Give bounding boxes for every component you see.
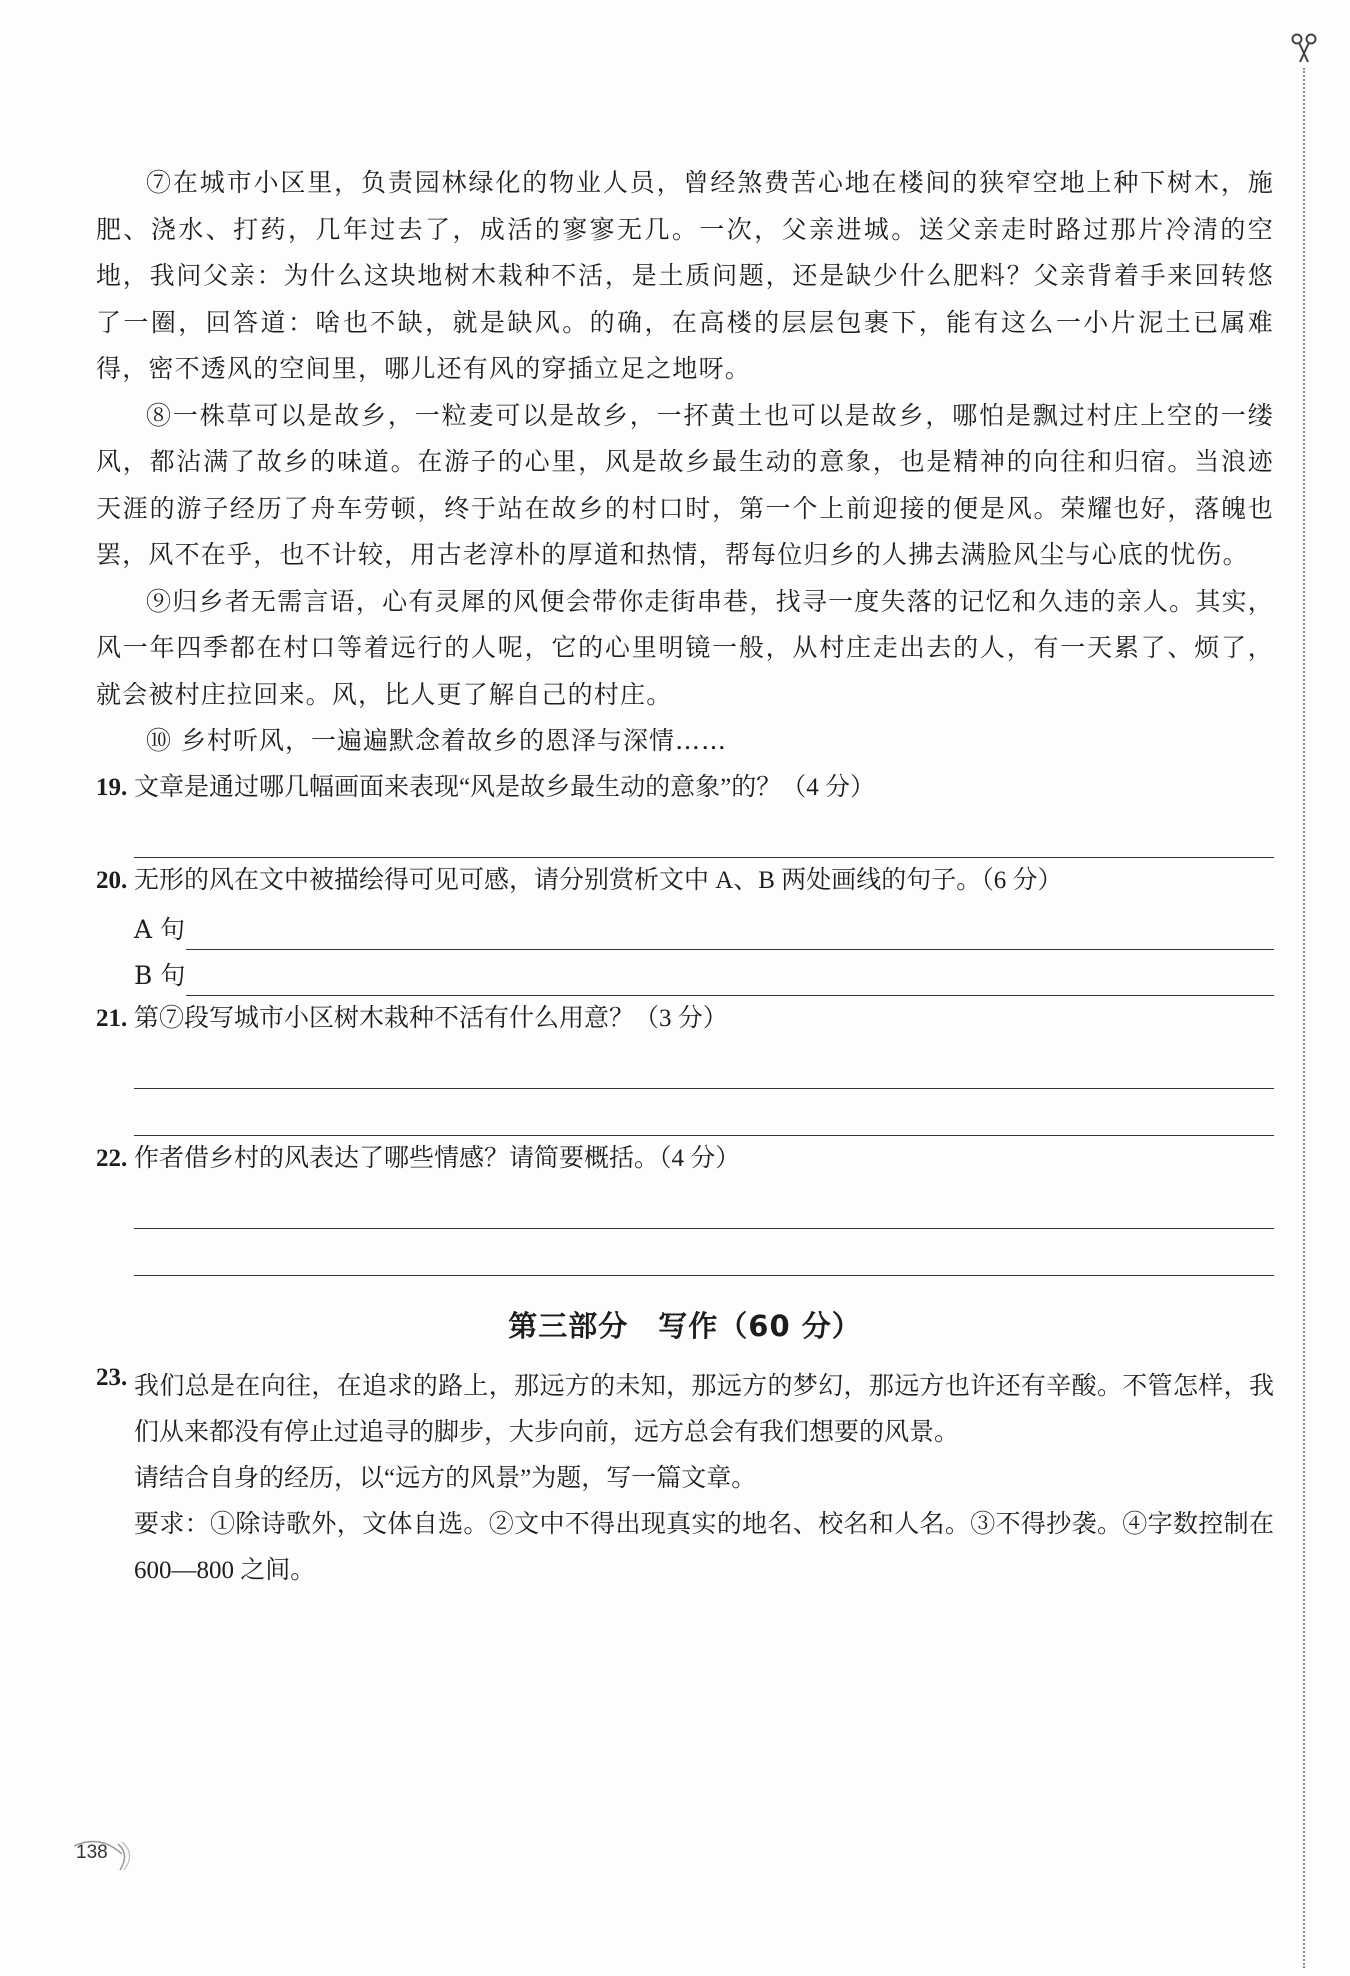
question-text: 第⑦段写城市小区树木栽种不活有什么用意？（3 分） — [134, 1004, 728, 1032]
paragraph-9: ⑨归乡者无需言语，心有灵犀的风便会带你走街串巷，找寻一度失落的记忆和久违的亲人。其实，风一年四季都在村口等着远行的人呢，它的心里明镜一般，从村庄走出去的人，有一天累了、烦了，就会被村庄拉回来。风，比人更了解自己的村庄。 — [96, 586, 1274, 709]
paragraph-8: ⑧一株草可以是故乡，一粒麦可以是故乡，一抔黄土也可以是故乡，哪怕是飘过村庄上空的一缕风，都沾满了故乡的味道。在游子的心里，风是故乡最生动的意象，也是精神的向往和归宿。当浪迹天涯的游子经历了舟车劳顿，终于站在故乡的村口时，第一个上前迎接的便是风。荣耀也好，落魄也罢，风不在乎，也不计较，用古老淳朴的厚道和热情，帮每位归乡的人拂去满脸风尘与心底的忧伤。 — [96, 400, 1274, 569]
writing-requirements: 要求：①除诗歌外，文体自选。②文中不得出现真实的地名、校名和人名。③不得抄袭。④字数控制在 600—800 之间。 — [134, 1510, 1274, 1584]
question-number: 21. — [96, 1004, 128, 1032]
writing-task: 请结合自身的经历，以“远方的风景”为题，写一篇文章。 — [134, 1464, 757, 1492]
main-content — [96, 160, 1274, 1594]
question-number: 19. — [96, 773, 128, 801]
answer-line[interactable] — [134, 811, 1274, 858]
cut-line — [1303, 68, 1305, 1968]
page-number-text: 138 — [76, 1842, 108, 1863]
question-text: 文章是通过哪几幅画面来表现“风是故乡最生动的意象”的？（4 分） — [134, 773, 875, 801]
answer-line[interactable] — [134, 1182, 1274, 1229]
question-text: 无形的风在文中被描绘得可见可感，请分别赏析文中 A、B 两处画线的句子。（6 分） — [134, 866, 1063, 894]
writing-prompt: 我们总是在向往，在追求的路上，那远方的未知，那远方的梦幻，那远方也许还有辛酸。不管怎样，我们从来都没有停止过追寻的脚步，大步向前，远方总会有我们想要的风景。 — [134, 1372, 1274, 1446]
question-19 — [96, 765, 1274, 811]
question-20 — [96, 858, 1274, 904]
question-21 — [96, 996, 1274, 1042]
question-body — [134, 1364, 1274, 1594]
answer-b[interactable] — [134, 950, 1274, 996]
answer-line[interactable] — [134, 1229, 1274, 1276]
question-number: 23. — [96, 1363, 128, 1391]
section-title: 第三部分 写作（60 分） — [508, 1308, 862, 1343]
answer-label-a: A 句 — [134, 914, 186, 944]
answer-a[interactable] — [134, 904, 1274, 950]
answer-line[interactable] — [134, 1089, 1274, 1136]
question-22 — [96, 1136, 1274, 1182]
question-number: 22. — [96, 1144, 128, 1172]
question-text: 作者借乡村的风表达了哪些情感？请简要概括。（4 分） — [134, 1144, 741, 1172]
question-23 — [96, 1364, 1274, 1594]
answer-line[interactable] — [134, 1042, 1274, 1089]
question-number: 20. — [96, 866, 128, 894]
answer-line[interactable] — [186, 911, 1274, 950]
paragraph-7: ⑦在城市小区里，负责园林绿化的物业人员，曾经煞费苦心地在楼间的狭窄空地上种下树木，施肥、浇水、打药，几年过去了，成活的寥寥无几。一次，父亲进城。送父亲走时路过那片冷清的空地，我问父亲：为什么这块地树木栽种不活，是土质问题，还是缺少什么肥料？父亲背着手来回转悠了一圈，回答道：啥也不缺，就是缺风。的确，在高楼的层层包裹下，能有这么一小片泥土已属难得，密不透风的空间里，哪儿还有风的穿插立足之地呀。 — [96, 168, 1274, 383]
answer-label-b: B 句 — [134, 960, 186, 990]
page-number — [70, 1836, 140, 1872]
paragraph-10: ⑩ 乡村听风，一遍遍默念着故乡的恩泽与深情…… — [146, 726, 727, 755]
answer-line[interactable] — [186, 957, 1274, 996]
scissors-icon — [1286, 32, 1322, 68]
